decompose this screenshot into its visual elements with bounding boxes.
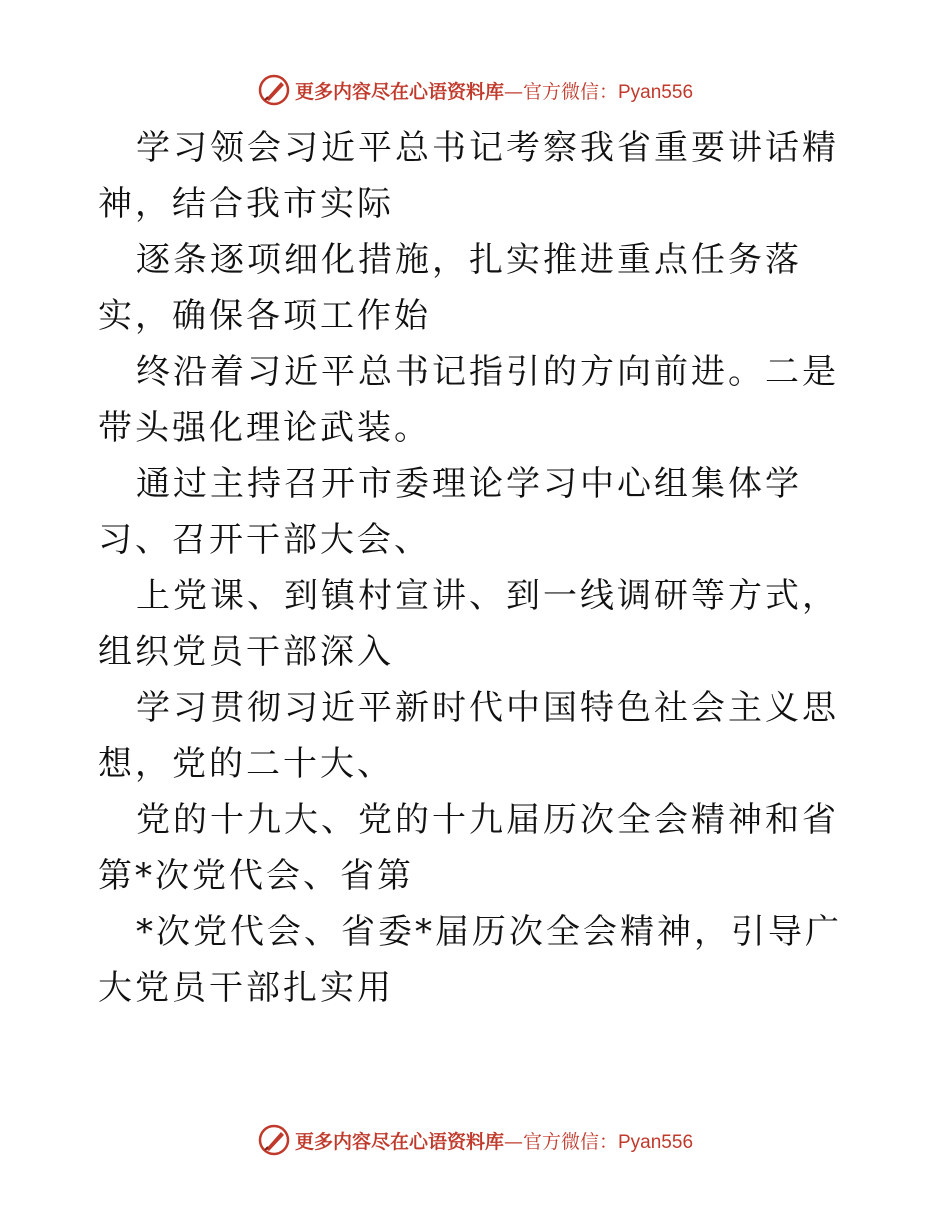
paragraph-3: 终沿着习近平总书记指引的方向前进。二是带头强化理论武装。 [98, 352, 839, 448]
footer-banner-text [295, 1127, 693, 1154]
paragraph-2: 逐条逐项细化措施，扎实推进重点任务落实，确保各项工作始 [98, 240, 802, 336]
header-wechat-id: Pyan556 [618, 81, 694, 103]
footer-separator: — [503, 1130, 523, 1153]
paragraph-8: *次党代会、省委*届历次全会精神，引导广大党员干部扎实用 [98, 912, 842, 1008]
header-banner [0, 70, 950, 110]
header-banner-text [295, 77, 693, 104]
paragraph-6: 学习贯彻习近平新时代中国特色社会主义思想，党的二十大、 [98, 688, 839, 784]
footer-title: 更多内容尽在心语资料库 [294, 1130, 504, 1153]
paragraph-5: 上党课、到镇村宣讲、到一线调研等方式，组织党员干部深入 [98, 576, 839, 672]
document-body [98, 120, 858, 1016]
footer-wechat-id: Pyan556 [618, 1131, 694, 1153]
header-title: 更多内容尽在心语资料库 [294, 80, 504, 103]
paragraph-7: 党的十九大、党的十九届历次全会精神和省第*次党代会、省第 [98, 800, 839, 896]
header-wechat-label: 官方微信： [522, 81, 618, 103]
quill-pen-logo-icon [257, 1123, 291, 1157]
footer-wechat-label: 官方微信： [522, 1131, 618, 1153]
header-separator: — [503, 80, 523, 103]
paragraph-1: 学习领会习近平总书记考察我省重要讲话精神，结合我市实际 [98, 128, 839, 224]
footer-banner [0, 1120, 950, 1160]
quill-pen-logo-icon [257, 73, 291, 107]
paragraph-4: 通过主持召开市委理论学习中心组集体学习、召开干部大会、 [98, 464, 802, 560]
